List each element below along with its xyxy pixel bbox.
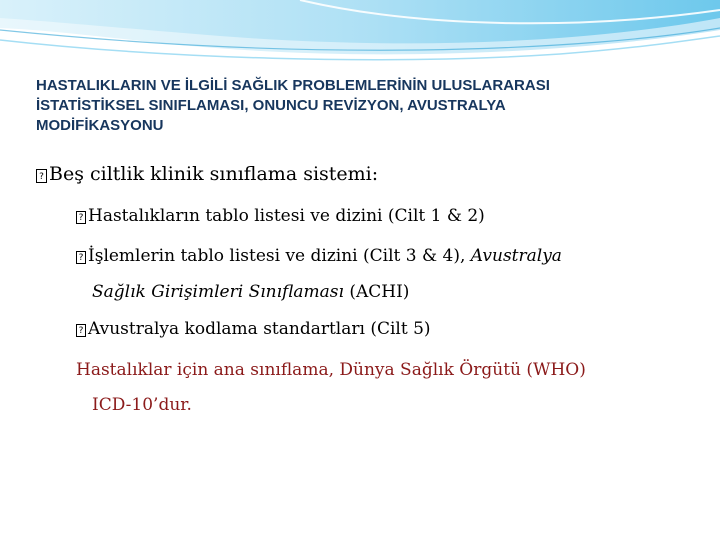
bullet-sub-3 (76, 319, 431, 339)
bullet-sub-2-continued (92, 282, 409, 302)
bullet-sub-1-text: Hastalıkların tablo listesi ve dizini (Cilt 1 & 2) (88, 206, 485, 226)
bullet-sub-2-text: İşlemlerin tablo listesi ve dizini (Cilt 3 & 4), (88, 246, 471, 266)
title-line-2: İSTATİSTİKSEL SINIFLAMASI, ONUNCU REVİZYON, AVUSTRALYA (36, 97, 506, 114)
bullet-box-icon: ? (76, 324, 86, 337)
bullet-sub-2-italic: Avustralya (470, 246, 562, 266)
bullet-sub-3-text: Avustralya kodlama standartları (Cilt 5) (88, 319, 431, 339)
bullet-sub-1 (76, 206, 485, 226)
bullet-sub-2-abbrev: (ACHI) (343, 282, 410, 302)
title-line-1: HASTALIKLARIN VE İLGİLİ SAĞLIK PROBLEMLERİNİN ULUSLARARASI (36, 77, 550, 94)
title-line-3: MODİFİKASYONU (36, 117, 164, 134)
bullet-sub-2 (76, 246, 562, 266)
bullet-main (36, 163, 378, 185)
note-line-1: Hastalıklar için ana sınıflama, Dünya Sağlık Örgütü (WHO) (76, 360, 586, 380)
bullet-main-text: Beş ciltlik klinik sınıflama sistemi: (49, 163, 379, 185)
note-line-2: ICD-10’dur. (92, 395, 192, 415)
bullet-box-icon: ? (76, 211, 86, 224)
bullet-box-icon: ? (76, 251, 86, 264)
bullet-box-icon: ? (36, 169, 47, 183)
bullet-sub-2-italic-cont: Sağlık Girişimleri Sınıflaması (92, 282, 344, 302)
